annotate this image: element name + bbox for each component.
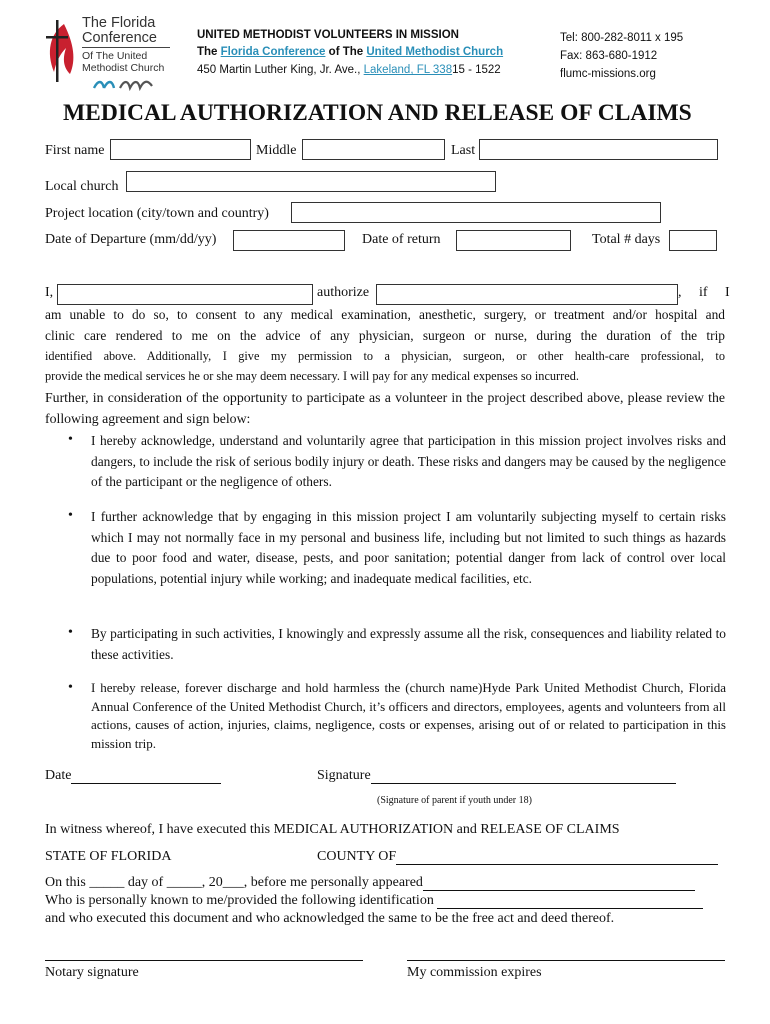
known-line: Who is personally known to me/provided the following identification <box>45 893 703 909</box>
header-tel: Tel: 800-282-8011 x 195 <box>560 32 684 44</box>
auth-line-2: clinic care rendered to me on the advice of any physician, surgeon or nurse, during the duration of the trip <box>45 328 725 343</box>
local-church-field[interactable] <box>126 171 496 192</box>
notary-label: Notary signature <box>45 965 139 980</box>
appeared-line[interactable] <box>423 876 695 891</box>
further-paragraph: Further, in consideration of the opportunity to participate as a volunteer in the project described above, please review the following agreement and sign below: <box>45 390 725 426</box>
on-this-line: On this _____ day of _____, 20___, before me personally appeared <box>45 875 695 891</box>
county-label: COUNTY OF <box>317 849 718 865</box>
total-days-label: Total # days <box>592 232 661 247</box>
auth-i-label: I, <box>45 285 54 300</box>
cross-flame-icon <box>36 16 86 86</box>
bullet-text-3: By participating in such activities, I knowingly and expressly assume all the risk, consequences and liability related to these activities. <box>91 626 726 662</box>
project-location-label: Project location (city/town and country) <box>45 206 269 221</box>
date-return-field[interactable] <box>456 230 571 251</box>
bullet-text-2: I further acknowledge that by engaging in this mission project I am voluntarily subjecting myself to certain risks which I may not normally face in my personal and business life, including but not limited to such things as hazards due to poor food and water, disease, pests, and poor sanitation; potential danger from lack of control over local populations, potential injury while working; and inadequate medical facilities, etc. <box>91 509 726 586</box>
first-name-field[interactable] <box>110 139 251 160</box>
authorize-label: authorize <box>317 285 370 300</box>
date-departure-field[interactable] <box>233 230 345 251</box>
participant-name-field[interactable] <box>57 284 313 305</box>
logo-line-4: Methodist Church <box>82 62 165 74</box>
county-line[interactable] <box>396 850 718 865</box>
commission-line[interactable] <box>407 960 725 961</box>
header-subtitle: The Florida Conference of The United Methodist Church <box>197 46 504 58</box>
local-church-label: Local church <box>45 179 119 194</box>
auth-if-i-label: , if I <box>678 285 730 300</box>
authorized-person-field[interactable] <box>376 284 678 305</box>
auth-line-4: provide the medical services he or she may deem necessary. I will pay for any medical expenses so incurred. <box>45 369 579 383</box>
bullet-marker-2: • <box>68 508 73 523</box>
auth-line-3: identified above. Additionally, I give my permission to a physician, surgeon, or other health-care professional, to <box>45 349 725 363</box>
header-address: 450 Martin Luther King, Jr. Ave., Lakeland, FL 33815 - 1522 <box>197 64 501 76</box>
total-days-field[interactable] <box>669 230 717 251</box>
address-link[interactable]: Lakeland, FL 338 <box>363 64 453 76</box>
logo-line-2: Conference <box>82 30 157 47</box>
bullet-marker-3: • <box>68 625 73 640</box>
bullet-marker-4: • <box>68 680 73 695</box>
date-return-label: Date of return <box>362 232 441 247</box>
last-label: Last <box>451 143 476 158</box>
notary-signature-line[interactable] <box>45 960 363 961</box>
header-contact <box>560 29 683 83</box>
last-name-field[interactable] <box>479 139 718 160</box>
state-label: STATE OF FLORIDA <box>45 849 172 864</box>
identification-line[interactable] <box>437 894 703 909</box>
conference-logo <box>30 14 180 94</box>
witness-statement: In witness whereof, I have executed this MEDICAL AUTHORIZATION and RELEASE OF CLAIMS <box>45 822 620 837</box>
header-org: UNITED METHODIST VOLUNTEERS IN MISSION <box>197 29 459 41</box>
parent-signature-note: (Signature of parent if youth under 18) <box>377 795 532 806</box>
project-location-field[interactable] <box>291 202 661 223</box>
date-sign-line[interactable] <box>71 769 221 784</box>
first-name-label: First name <box>45 143 105 158</box>
header-fax: Fax: 863-680-1912 <box>560 50 658 62</box>
date-departure-label: Date of Departure (mm/dd/yy) <box>45 232 217 247</box>
page-title: MEDICAL AUTHORIZATION AND RELEASE OF CLAIMS <box>63 100 692 126</box>
executed-statement: and who executed this document and who acknowledged the same to be the free act and deed thereof. <box>45 911 615 926</box>
umc-link[interactable]: United Methodist Church <box>366 46 504 58</box>
wave-icon <box>92 78 162 94</box>
commission-label: My commission expires <box>407 965 542 980</box>
logo-line-3: Of The United <box>82 50 148 62</box>
logo-line-1: The Florida <box>82 15 156 31</box>
auth-line-1: am unable to do so, to consent to any medical examination, anesthetic, surgery, or treatment and/or hospital and <box>45 307 725 322</box>
middle-name-field[interactable] <box>302 139 445 160</box>
date-sign-label: Date <box>45 768 221 784</box>
signature-label: Signature <box>317 768 676 784</box>
bullet-text-4: I hereby release, forever discharge and hold harmless the (church name)Hyde Park United Methodist Church, Florida Annual Conference of the United Methodist Church, it’s officers and directors, employees, agents and volunteers from all actions, causes of action, injuries, claims, negligence, costs or expenses, arising out of or related to participation in this mission trip. <box>91 680 726 751</box>
bullet-marker-1: • <box>68 432 73 447</box>
signature-line[interactable] <box>371 769 676 784</box>
header-web: flumc-missions.org <box>560 68 656 80</box>
middle-label: Middle <box>256 143 297 158</box>
florida-conference-link[interactable]: Florida Conference <box>220 46 326 58</box>
bullet-text-1: I hereby acknowledge, understand and voluntarily agree that participation in this mission project involves risks and dangers, to include the risk of serious bodily injury or death. These risks and dangers may be caused by the negligence of the participant or the negligence of others. <box>91 433 726 490</box>
